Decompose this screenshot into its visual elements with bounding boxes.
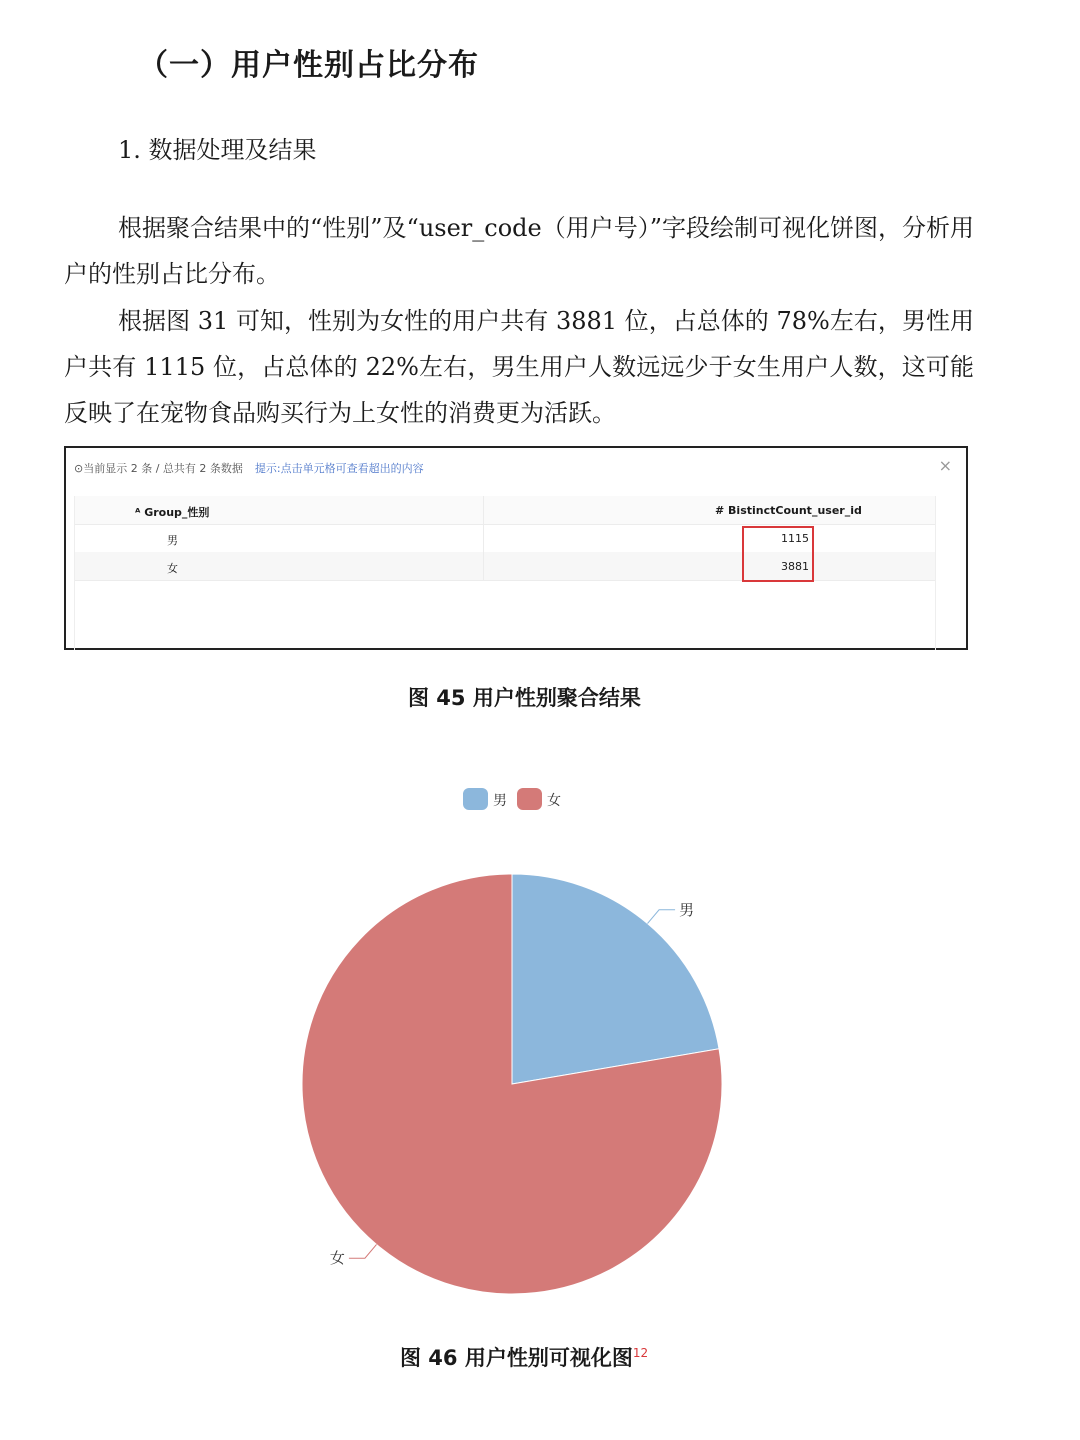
table-header-row (75, 496, 935, 525)
info-bar (74, 460, 424, 476)
figure-45-caption: 图 45 用户性别聚合结果 (408, 686, 641, 710)
slice-label-female: 女 (329, 1249, 345, 1268)
legend-swatch-female[interactable] (517, 788, 542, 810)
section-title: （一）用户性别占比分布 (138, 48, 479, 83)
paragraph-2 (64, 298, 974, 436)
legend-swatch-male[interactable] (463, 788, 488, 810)
cell-count[interactable]: 3881 (781, 560, 809, 573)
column-divider (483, 496, 484, 580)
leader-line (647, 910, 675, 924)
hint-text: 提示:点击单元格可查看超出的内容 (254, 462, 424, 475)
column-header-count[interactable]: # BistinctCount_user_id (715, 504, 862, 517)
chart-legend[interactable] (463, 788, 561, 810)
number-type-icon: # (715, 504, 729, 517)
figure-46-caption-text: 图 46 用户性别可视化图 (400, 1346, 633, 1370)
close-icon[interactable]: × (938, 456, 952, 475)
subsection-title: 1. 数据处理及结果 (118, 136, 317, 164)
legend-label-male[interactable]: 男 (493, 793, 507, 809)
cell-group[interactable]: 男 (167, 534, 178, 547)
record-count: 当前显示 2 条 / 总共有 2 条数据 (83, 462, 243, 475)
paragraph-1 (64, 205, 974, 297)
paragraph-1-text: 根据聚合结果中的“性别”及“user_code（用户号）”字段绘制可视化饼图，分析用户的性别占比分布。 (64, 214, 974, 288)
text-type-icon: ᴬ (135, 506, 145, 519)
paragraph-2-text: 根据图 31 可知，性别为女性的用户共有 3881 位，占总体的 78%左右，男性用户共有 1115 位，占总体的 22%左右，男生用户人数远远少于女生用户人数，这可能反映了在宠物食品购买行为上女性的消费更为活跃。 (64, 307, 974, 427)
footnote-ref[interactable]: 12 (632, 1346, 649, 1360)
cell-count[interactable]: 1115 (781, 532, 809, 545)
clock-icon: ⊙ (74, 462, 84, 475)
cell-group[interactable]: 女 (167, 562, 178, 575)
gender-pie-chart (0, 770, 1080, 1330)
column-header-group[interactable]: ᴬ Group_性别 (135, 506, 210, 519)
legend-label-female[interactable]: 女 (547, 793, 561, 809)
leader-line (349, 1244, 377, 1258)
slice-label-male: 男 (679, 900, 695, 919)
highlight-box (742, 526, 814, 582)
figure-46-caption (400, 1342, 648, 1372)
aggregation-table-screenshot (64, 446, 968, 650)
